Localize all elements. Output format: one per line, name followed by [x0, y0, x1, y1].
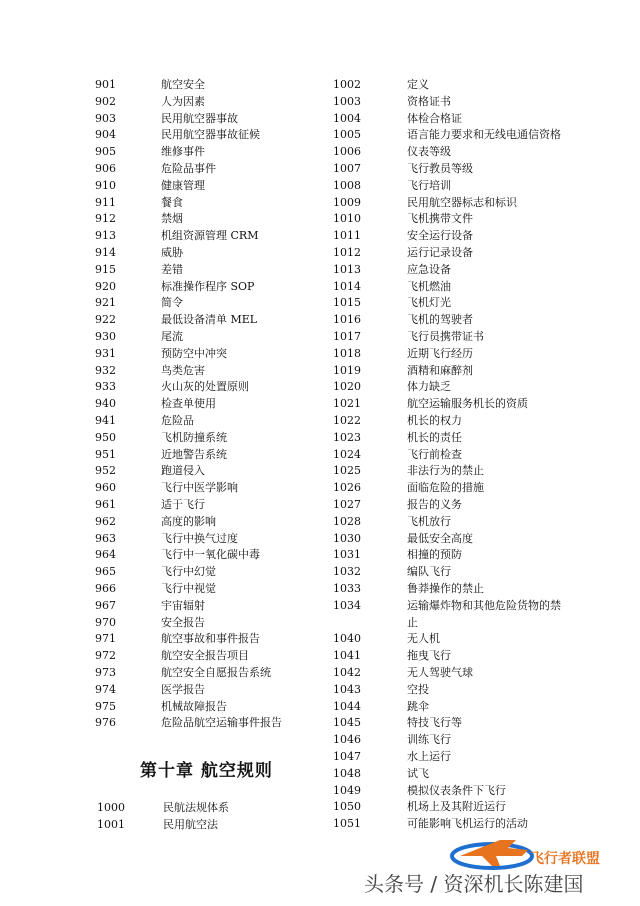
entry-title: 差错: [161, 262, 183, 276]
entry-title: 体力缺乏: [407, 380, 451, 394]
entry-code: 952: [95, 464, 116, 478]
entry-title: 民用航空器事故: [161, 111, 238, 125]
entry-code: 1019: [333, 363, 361, 377]
entry-title: 民用航空器标志和标识: [407, 195, 517, 209]
entry-title: 试飞: [407, 766, 429, 780]
entry-title: 威胁: [161, 246, 183, 259]
entry-title: 检查单使用: [161, 397, 216, 411]
entry-title: 飞行中幻觉: [161, 565, 216, 579]
entry-title: 飞机燃油: [407, 279, 451, 293]
entry-code: 1045: [333, 716, 361, 730]
entry-title: 健康管理: [161, 178, 205, 192]
entry-title: 资格证书: [407, 94, 451, 108]
entry-title: 仪表等级: [407, 145, 451, 159]
entry-title: 机场上及其附近运行: [407, 800, 506, 814]
entry-title: 航空运输服务机长的资质: [407, 397, 528, 411]
entry-title: 安全报告: [161, 615, 205, 629]
entry-title: 报告的义务: [407, 498, 462, 511]
entry-code: 933: [95, 380, 116, 394]
entry-code: 972: [95, 649, 116, 663]
entry-code: 1017: [333, 330, 361, 343]
entry-title: 面临危险的措施: [407, 481, 484, 495]
entry-title-continuation: 止: [407, 615, 418, 629]
entry-code: 913: [95, 229, 116, 243]
entry-code: 941: [95, 414, 116, 427]
entry-code: 1014: [333, 279, 361, 293]
entry-title: 机长的责任: [407, 430, 462, 444]
entry-title: 飞行中换气过度: [161, 531, 238, 545]
entry-title: 非法行为的禁止: [407, 464, 484, 478]
entry-title: 飞行中医学影响: [161, 481, 238, 495]
entry-title: 定义: [407, 78, 429, 91]
entry-code: 1012: [333, 246, 361, 259]
entry-code: 922: [95, 313, 116, 327]
entry-title: 飞行教员等级: [407, 162, 473, 175]
entry-code: 1050: [333, 800, 361, 814]
entry-title: 危险品事件: [161, 162, 216, 175]
entry-title: 编队飞行: [407, 565, 451, 579]
entry-title: 机组资源管理 CRM: [161, 229, 259, 243]
entry-title: 无人机: [407, 632, 440, 646]
entry-code: 1026: [333, 481, 361, 495]
entry-code: 1041: [333, 649, 361, 663]
entry-title: 危险品: [161, 414, 194, 427]
entry-title: 拖曳飞行: [407, 649, 451, 663]
entry-code: 1010: [333, 212, 361, 226]
entry-code: 903: [95, 111, 116, 125]
entry-title: 飞行中一氧化碳中毒: [161, 548, 260, 562]
entry-code: 1001: [97, 817, 125, 831]
entry-title: 特技飞行等: [407, 716, 462, 730]
entry-code: 1006: [333, 145, 361, 159]
entry-code: 911: [95, 195, 116, 209]
entry-code: 1049: [333, 783, 361, 797]
entry-title: 航空安全: [161, 78, 205, 91]
entry-title: 预防空中冲突: [161, 346, 227, 360]
entry-title: 模拟仪表条件下飞行: [407, 783, 506, 797]
entry-title: 航空事故和事件报告: [161, 632, 260, 646]
entry-code: 920: [95, 279, 116, 293]
entry-code: 1008: [333, 178, 361, 192]
entry-code: 1021: [333, 397, 361, 411]
entry-title: 火山灰的处置原则: [161, 380, 249, 394]
airplane-wing-icon: [482, 856, 500, 866]
entry-code: 1028: [333, 514, 361, 528]
entry-code: 901: [95, 78, 116, 91]
entry-code: 975: [95, 699, 116, 713]
entry-code: 976: [95, 716, 116, 730]
entry-code: 974: [95, 682, 116, 696]
entry-code: 931: [95, 346, 116, 360]
entry-code: 1040: [333, 632, 361, 646]
logo-text: 飞行者联盟: [530, 851, 600, 867]
entry-title: 近地警告系统: [161, 447, 227, 461]
entry-title: 宇宙辐射: [161, 598, 205, 612]
entry-code: 932: [95, 363, 116, 377]
entry-code: 1047: [333, 750, 361, 763]
entry-title: 飞机防撞系统: [161, 430, 227, 444]
entry-title: 民航法规体系: [163, 801, 229, 814]
entry-title: 民用航空器事故征候: [161, 128, 260, 142]
entry-title: 维修事件: [161, 145, 205, 159]
entry-title: 标准操作程序 SOP: [161, 279, 255, 293]
entry-title: 机械故障报告: [161, 699, 227, 713]
entry-title: 餐食: [161, 195, 183, 209]
entry-code: 1034: [333, 598, 361, 612]
entry-title: 最低设备清单 MEL: [161, 313, 258, 327]
entry-code: 1042: [333, 666, 361, 679]
entry-title: 鸟类危害: [161, 363, 205, 377]
entry-code: 962: [95, 514, 116, 528]
entry-title: 相撞的预防: [407, 548, 462, 562]
entry-title: 可能影响飞机运行的活动: [407, 817, 528, 831]
entry-code: 973: [95, 666, 116, 679]
entry-title: 最低安全高度: [407, 531, 473, 545]
entry-title: 应急设备: [407, 262, 451, 276]
entry-title: 跳伞: [407, 699, 429, 713]
entry-title: 航空安全自愿报告系统: [161, 666, 271, 679]
entry-title: 水上运行: [407, 750, 451, 763]
entry-code: 1023: [333, 430, 361, 444]
entry-code: 1051: [333, 817, 361, 831]
entry-title: 危险品航空运输事件报告: [161, 716, 282, 730]
entry-title: 跑道侵入: [161, 464, 205, 478]
entry-title: 飞机携带文件: [407, 212, 473, 226]
entry-code: 1027: [333, 498, 361, 511]
entry-title: 飞行培训: [407, 178, 451, 192]
entry-code: 1043: [333, 682, 361, 696]
entry-title: 禁烟: [161, 212, 183, 226]
entry-code: 1022: [333, 414, 361, 427]
entry-code: 1000: [97, 801, 125, 814]
entry-title: 酒精和麻醉剂: [407, 363, 473, 377]
entry-code: 964: [95, 548, 116, 562]
entry-title: 航空安全报告项目: [161, 649, 249, 663]
entry-code: 1004: [333, 111, 361, 125]
entry-title: 近期飞行经历: [407, 346, 473, 360]
entry-code: 1033: [333, 582, 361, 595]
entry-title: 尾流: [161, 330, 183, 343]
entry-code: 960: [95, 481, 116, 495]
entry-title: 高度的影响: [161, 514, 216, 528]
entry-code: 1044: [333, 699, 361, 713]
entry-code: 940: [95, 397, 116, 411]
entry-title: 运输爆炸物和其他危险货物的禁: [407, 598, 561, 612]
entry-code: 910: [95, 178, 116, 192]
entry-title: 运行记录设备: [407, 246, 473, 259]
entry-title: 适于飞行: [161, 498, 205, 511]
entry-title: 机长的权力: [407, 414, 462, 427]
entry-code: 971: [95, 632, 116, 646]
entry-code: 951: [95, 447, 116, 461]
entry-title: 语言能力要求和无线电通信资格: [407, 128, 561, 142]
entry-code: 1003: [333, 94, 361, 108]
watermark-text: 头条号 / 资深机长陈建国: [364, 872, 584, 896]
entry-code: 906: [95, 162, 116, 175]
entry-title: 空投: [407, 682, 429, 696]
entry-code: 1031: [333, 548, 361, 562]
entry-title: 训练飞行: [407, 733, 451, 747]
entry-title: 飞行员携带证书: [407, 330, 484, 343]
entry-title: 飞机的驾驶者: [407, 313, 473, 327]
entry-code: 915: [95, 262, 116, 276]
entry-code: 961: [95, 498, 116, 511]
entry-title: 安全运行设备: [407, 229, 473, 243]
entry-code: 1024: [333, 447, 361, 461]
entry-code: 965: [95, 565, 116, 579]
entry-title: 飞行前检查: [407, 447, 462, 461]
entry-code: 914: [95, 246, 116, 259]
entry-title: 医学报告: [161, 682, 205, 696]
entry-code: 1009: [333, 195, 361, 209]
entry-code: 1030: [333, 531, 361, 545]
entry-code: 921: [95, 296, 116, 310]
entry-code: 1013: [333, 262, 361, 276]
entry-title: 飞机灯光: [407, 296, 451, 310]
entry-title: 民用航空法: [163, 817, 218, 831]
entry-code: 963: [95, 531, 116, 545]
entry-code: 1011: [333, 229, 361, 243]
entry-code: 1005: [333, 128, 361, 142]
entry-title: 飞机放行: [407, 514, 451, 528]
entry-code: 902: [95, 94, 116, 108]
entry-code: 930: [95, 330, 116, 343]
entry-code: 912: [95, 212, 116, 226]
entry-code: 1032: [333, 565, 361, 579]
entry-code: 1048: [333, 766, 361, 780]
entry-code: 950: [95, 430, 116, 444]
entry-title: 人为因素: [161, 94, 205, 108]
entry-title: 无人驾驶气球: [407, 666, 473, 679]
entry-code: 1002: [333, 78, 361, 91]
entry-title: 飞行中视觉: [161, 582, 216, 595]
entry-code: 1046: [333, 733, 361, 747]
entry-code: 1025: [333, 464, 361, 478]
entry-code: 1016: [333, 313, 361, 327]
entry-title: 鲁莽操作的禁止: [407, 582, 484, 595]
entry-code: 1018: [333, 346, 361, 360]
entry-title: 体检合格证: [407, 111, 462, 125]
entry-code: 966: [95, 582, 116, 595]
entry-code: 967: [95, 598, 116, 612]
entry-code: 1020: [333, 380, 361, 394]
entry-code: 904: [95, 128, 116, 142]
entry-title: 简令: [161, 296, 183, 310]
chapter-heading: 第十章 航空规则: [140, 761, 273, 781]
entry-code: 970: [95, 615, 116, 629]
entry-code: 1007: [333, 162, 361, 175]
entry-code: 1015: [333, 296, 361, 310]
entry-code: 905: [95, 145, 116, 159]
